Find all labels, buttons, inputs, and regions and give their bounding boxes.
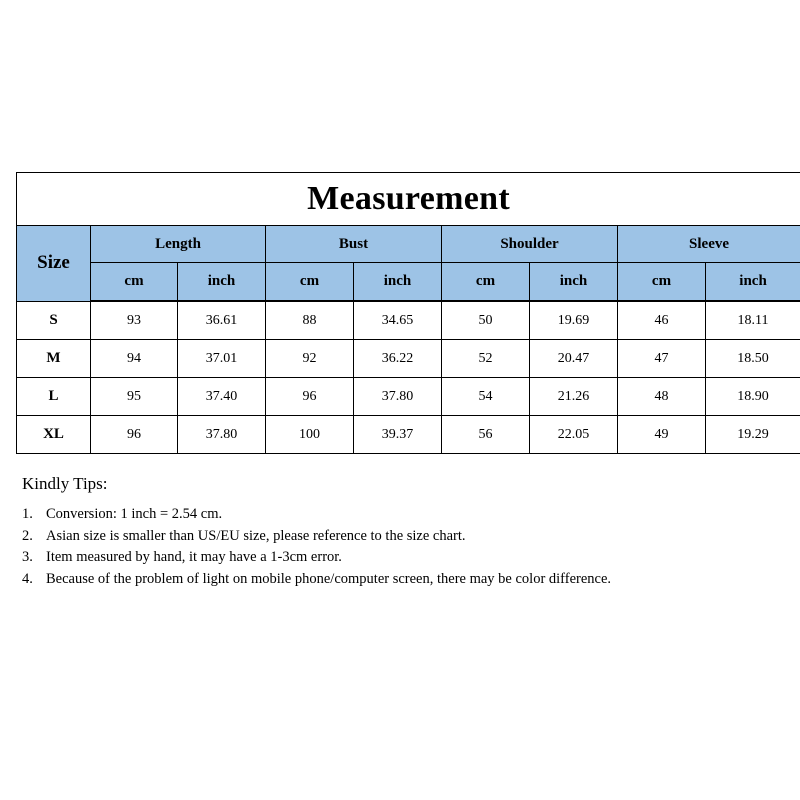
tip-text: Item measured by hand, it may have a 1-3cm error. (46, 549, 342, 565)
tip-number: 1. (22, 506, 33, 522)
tip-text: Conversion: 1 inch = 2.54 cm. (46, 506, 223, 522)
table-cell: 92 (266, 340, 354, 378)
table-cell: 37.80 (354, 378, 442, 416)
table-cell: 19.69 (530, 301, 618, 340)
group-header-bust: Bust (266, 226, 442, 263)
kindly-tips (22, 474, 622, 590)
table-cell: 52 (442, 340, 530, 378)
table-cell: 21.26 (530, 378, 618, 416)
group-header-shoulder: Shoulder (442, 226, 618, 263)
table-cell: 46 (618, 301, 706, 340)
table-cell: 37.40 (178, 378, 266, 416)
tips-list (22, 504, 622, 590)
unit-header: inch (354, 263, 442, 302)
tip-text: Asian size is smaller than US/EU size, please reference to the size chart. (46, 527, 466, 544)
table-cell: 50 (442, 301, 530, 340)
tip-number: 3. (22, 549, 33, 565)
unit-header: cm (91, 263, 178, 302)
table-cell: 36.22 (354, 340, 442, 378)
table-cell: 94 (91, 340, 178, 378)
group-header-length: Length (91, 226, 266, 263)
table-cell: 18.90 (706, 378, 800, 416)
unit-header: cm (266, 263, 354, 302)
table-cell: 95 (91, 378, 178, 416)
tip-item (22, 504, 622, 526)
table-cell: 39.37 (354, 416, 442, 454)
tip-item (22, 547, 622, 569)
group-header-sleeve: Sleeve (618, 226, 800, 263)
table-cell: 20.47 (530, 340, 618, 378)
unit-header: inch (530, 263, 618, 302)
tips-title: Kindly Tips: (22, 474, 108, 493)
table-cell: 96 (91, 416, 178, 454)
size-header: Size (17, 226, 91, 302)
table-row (17, 378, 800, 416)
table-cell: 56 (442, 416, 530, 454)
table-cell: 19.29 (706, 416, 800, 454)
table-title: Measurement (17, 173, 800, 226)
table-cell: 93 (91, 301, 178, 340)
size-label: S (17, 301, 91, 340)
table-cell: 22.05 (530, 416, 618, 454)
table-cell: 96 (266, 378, 354, 416)
size-label: L (17, 378, 91, 416)
table-cell: 49 (618, 416, 706, 454)
table-cell: 47 (618, 340, 706, 378)
table-row (17, 340, 800, 378)
unit-header: cm (442, 263, 530, 302)
table-cell: 36.61 (178, 301, 266, 340)
unit-header: inch (706, 263, 800, 302)
table-cell: 88 (266, 301, 354, 340)
table-row (17, 301, 800, 340)
table-cell: 100 (266, 416, 354, 454)
size-label: M (17, 340, 91, 378)
unit-header: inch (178, 263, 266, 302)
tip-item (22, 569, 622, 591)
size-label: XL (17, 416, 91, 454)
table-cell: 18.50 (706, 340, 800, 378)
measurement-table (16, 172, 800, 454)
table-cell: 18.11 (706, 301, 800, 340)
table-row (17, 416, 800, 454)
tip-number: 2. (22, 527, 33, 544)
table-cell: 34.65 (354, 301, 442, 340)
table-cell: 48 (618, 378, 706, 416)
tip-item (22, 526, 622, 548)
table-cell: 37.80 (178, 416, 266, 454)
unit-header: cm (618, 263, 706, 302)
table-cell: 54 (442, 378, 530, 416)
table-cell: 37.01 (178, 340, 266, 378)
tip-number: 4. (22, 570, 33, 587)
tip-text: Because of the problem of light on mobile phone/computer screen, there may be color difference. (46, 570, 612, 587)
